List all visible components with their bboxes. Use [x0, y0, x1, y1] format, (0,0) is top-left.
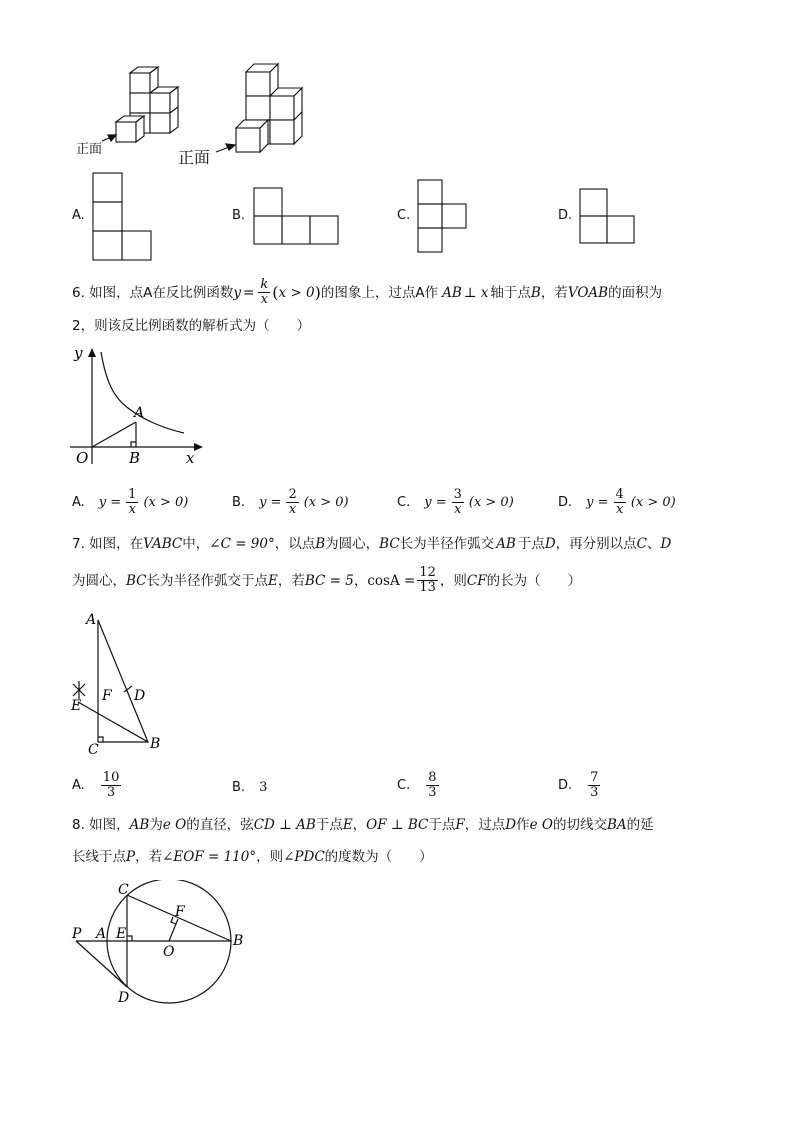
q7-cf: CF	[466, 572, 487, 589]
q7-option-a[interactable]	[72, 771, 123, 800]
q6-stem-prefix: 6. 如图，点A在反比例函数	[72, 284, 234, 301]
q7-label-f: F	[102, 688, 112, 704]
q6-right-angle	[131, 442, 136, 447]
q5-solid-2	[236, 64, 302, 152]
q7-line1-f: 于点	[517, 536, 545, 552]
q7-option-c-num: 8	[428, 770, 437, 785]
q6-label-a: A	[134, 405, 145, 421]
q8-label-o: O	[163, 944, 175, 960]
q7-line2-b: 长为半径作弧交于点	[146, 572, 269, 589]
q6-option-b-expr	[259, 488, 349, 517]
q8-line1-d: 于点	[315, 817, 343, 833]
q6-option-a-label: A.	[72, 495, 85, 510]
q7-line2-e: ，则	[439, 572, 467, 589]
q6-graph	[70, 344, 205, 466]
q8-angle-pdc: ∠PDC	[283, 849, 325, 865]
q8-line1-c: 的直径，弦	[186, 817, 254, 833]
q7-option-d-label: D.	[558, 778, 573, 793]
q8-label-d: D	[118, 990, 130, 1006]
q7-abc: VABC	[143, 536, 183, 552]
q8-line1-e: ，	[352, 817, 367, 833]
q7-line1-c: ，以点	[274, 536, 316, 552]
q6-ab: AB	[442, 284, 462, 301]
q7-bc: BC	[379, 536, 400, 552]
q6-x-arrow	[194, 443, 203, 451]
q7-angle-c: ∠C = 90°	[209, 536, 275, 552]
q7-line1-a: 7. 如图，在	[72, 536, 144, 552]
q6-option-b[interactable]	[232, 488, 349, 517]
q5-solid-1	[116, 67, 178, 142]
q6-stem-middle: 的图象上，过点A作	[320, 284, 439, 301]
q7-cos: cosA =	[367, 572, 416, 589]
q7-d-2: D	[660, 536, 672, 552]
q7-line2-d: ，	[353, 572, 368, 589]
q8-d: D	[505, 817, 517, 833]
q6-option-d-domain: (x > 0)	[630, 495, 676, 510]
q6-b: B	[530, 284, 541, 301]
q7-option-c-den: 3	[428, 785, 437, 800]
q6-option-a-num: 1	[128, 487, 137, 502]
q7-c: C	[636, 536, 648, 552]
q7-option-a-den: 3	[106, 785, 116, 800]
q8-line1-i: 的切线交	[552, 817, 607, 833]
q7-stem-line1	[72, 534, 671, 554]
q6-option-a-frac	[126, 488, 138, 517]
q6-option-a-den: x	[128, 502, 136, 517]
q6-label-b: B	[129, 449, 141, 466]
q8-tangent-pd	[76, 941, 127, 987]
q6-option-b-den: x	[288, 502, 297, 517]
q6-label-o: O	[76, 449, 89, 466]
q8-right-angle-e	[127, 936, 132, 941]
q7-option-b[interactable]	[232, 780, 267, 795]
q7-cos-frac	[417, 566, 438, 595]
q7-right-angle	[98, 737, 103, 742]
q7-sep: 、	[647, 536, 661, 552]
q6-y: y	[233, 284, 242, 301]
q7-label-e: E	[71, 698, 82, 714]
q6-option-d-frac	[614, 488, 626, 517]
q7-option-d-frac	[588, 771, 600, 800]
q8-line1-a: 8. 如图，	[72, 817, 130, 833]
q7-label-a: A	[86, 612, 97, 628]
q7-label-c: C	[88, 742, 99, 758]
q6-domain: x > 0	[278, 284, 315, 301]
q6-option-d[interactable]	[558, 488, 676, 517]
q5-option-c-label[interactable]: C.	[397, 208, 411, 223]
q8-line1-f: 于点	[428, 817, 456, 833]
q8-line2-c: ，则	[256, 849, 284, 865]
q6-k-over-x	[258, 278, 270, 307]
q6-option-b-y: y =	[259, 495, 282, 510]
q5-option-b-view	[253, 187, 341, 247]
q6-eq: =	[243, 284, 255, 301]
q8-line1-b: 为	[149, 817, 163, 833]
q5-option-d-view	[579, 188, 637, 246]
q6-stem-suffix: 的面积为	[608, 284, 663, 301]
q7-stem-line2	[72, 566, 581, 595]
q7-bc-5: BC = 5	[304, 572, 354, 589]
q6-option-b-frac	[286, 488, 298, 517]
q6-option-c-expr	[424, 488, 514, 517]
q7-segment-ed	[78, 702, 148, 742]
q8-circle-o: e O	[162, 817, 187, 833]
q6-option-c-domain: (x > 0)	[468, 495, 514, 510]
q8-label-c: C	[118, 882, 129, 898]
q6-label-x: x	[186, 449, 195, 466]
q5-front-label-b: 正面	[178, 148, 211, 167]
q8-label-a: A	[96, 926, 107, 942]
q6-option-a[interactable]	[72, 488, 188, 517]
q7-option-c-label: C.	[397, 778, 411, 793]
q7-label-b: B	[150, 736, 161, 752]
q7-line2-f: 的长为（ ）	[486, 572, 582, 589]
q7-e: E	[268, 572, 278, 589]
q8-line2-d: 的度数为（ ）	[324, 849, 433, 865]
q6-option-a-domain: (x > 0)	[143, 495, 189, 510]
q6-option-c-den: x	[454, 502, 462, 517]
q6-option-b-num: 2	[288, 487, 297, 502]
q8-ba: BA	[606, 817, 627, 833]
q7-line2-c: ，若	[277, 572, 305, 589]
q6-y-arrow	[88, 348, 96, 357]
q7-line1-e: 长为半径作弧交	[399, 536, 495, 552]
q7-option-c-frac	[426, 771, 438, 800]
q5-option-a-label[interactable]: A.	[72, 208, 85, 223]
q8-line1-j: 的延	[626, 817, 654, 833]
q7-option-d-den: 3	[590, 785, 599, 800]
q6-frac-k: k	[260, 277, 269, 292]
q6-domain-paren-open: (	[272, 282, 279, 302]
q6-label-y: y	[74, 344, 83, 362]
q8-line2-a: 长线于点	[72, 849, 126, 865]
q7-line1-d: 为圆心，	[325, 536, 380, 552]
q7-option-b-label: B.	[232, 780, 246, 795]
q7-option-d-num: 7	[590, 770, 599, 785]
q5-front-label-a: 正面	[76, 142, 103, 157]
q7-line1-g: ，再分别以点	[555, 536, 637, 552]
q7-option-a-num: 10	[102, 770, 120, 785]
q5-option-a-view	[92, 172, 154, 262]
q5-option-c-view	[417, 179, 469, 255]
q6-option-b-domain: (x > 0)	[303, 495, 349, 510]
q6-stem-line1	[72, 278, 662, 307]
q7-bc-2: BC	[126, 572, 147, 589]
q6-option-d-num: 4	[615, 487, 624, 502]
q7-ab: AB	[496, 536, 516, 552]
q6-option-d-label: D.	[558, 495, 573, 510]
q6-option-d-den: x	[616, 502, 624, 517]
q7-option-d[interactable]	[558, 771, 602, 800]
q6-option-a-y: y =	[98, 495, 122, 510]
q8-line2-b: ，若	[135, 849, 163, 865]
q8-p: P	[126, 849, 136, 865]
q6-option-d-expr	[586, 488, 676, 517]
q7-line1-b: 中，	[182, 536, 210, 552]
q6-comma-if: ，若	[540, 284, 568, 301]
q8-cd-perp-ab: CD ⊥ AB	[253, 817, 316, 833]
q8-f: F	[455, 817, 465, 833]
q8-of-perp-bc: OF ⊥ BC	[366, 817, 429, 833]
q6-option-a-expr	[99, 488, 189, 517]
q8-line1-h: 作	[516, 817, 530, 833]
q6-option-c-y: y =	[424, 495, 447, 510]
q7-cos-num: 12	[419, 565, 436, 580]
q8-e: E	[342, 817, 353, 833]
q6-frac-x: x	[260, 292, 268, 307]
q6-option-c-frac	[452, 488, 464, 517]
q8-label-e: E	[116, 926, 127, 942]
q7-triangle	[98, 620, 148, 742]
q6-option-c-num: 3	[453, 487, 462, 502]
q6-stem-line2: 2，则该反比例函数的解析式为（ ）	[72, 318, 311, 334]
q7-option-c[interactable]	[397, 771, 441, 800]
q7-b: B	[315, 536, 326, 552]
q8-ab: AB	[129, 817, 150, 833]
q7-figure	[68, 608, 168, 758]
q6-domain-paren-close: )	[314, 282, 321, 302]
q8-circle-o-2: e O	[529, 817, 553, 833]
q8-label-f: F	[175, 904, 185, 920]
q8-stem-line2	[72, 847, 433, 867]
q6-option-c-label: C.	[397, 495, 411, 510]
q8-line1-g: ，过点	[464, 817, 506, 833]
q6-oab: VOAB	[567, 284, 609, 301]
q7-cos-den: 13	[419, 580, 436, 595]
q6-option-c[interactable]	[397, 488, 514, 517]
q5-option-b-label[interactable]: B.	[232, 208, 246, 223]
q7-line2-a: 为圆心，	[72, 572, 126, 589]
q7-d: D	[544, 536, 556, 552]
q6-axis-foot: 轴于点	[490, 284, 531, 301]
q6-perp-x: ⊥ x	[463, 284, 489, 301]
q5-option-d-label[interactable]: D.	[558, 208, 573, 223]
q7-label-d: D	[134, 688, 146, 704]
q6-segment-oa	[92, 422, 136, 447]
q6-option-d-y: y =	[586, 495, 609, 510]
q7-option-b-value: 3	[259, 780, 268, 795]
q8-angle-eof: ∠EOF = 110°	[162, 849, 257, 865]
q7-option-a-label: A.	[72, 778, 85, 793]
q6-option-b-label: B.	[232, 495, 246, 510]
q8-figure	[70, 880, 250, 1010]
q8-label-b: B	[233, 933, 244, 949]
q8-label-p: P	[72, 926, 82, 942]
q7-option-a-frac	[101, 771, 122, 800]
q8-stem-line1	[72, 815, 654, 835]
